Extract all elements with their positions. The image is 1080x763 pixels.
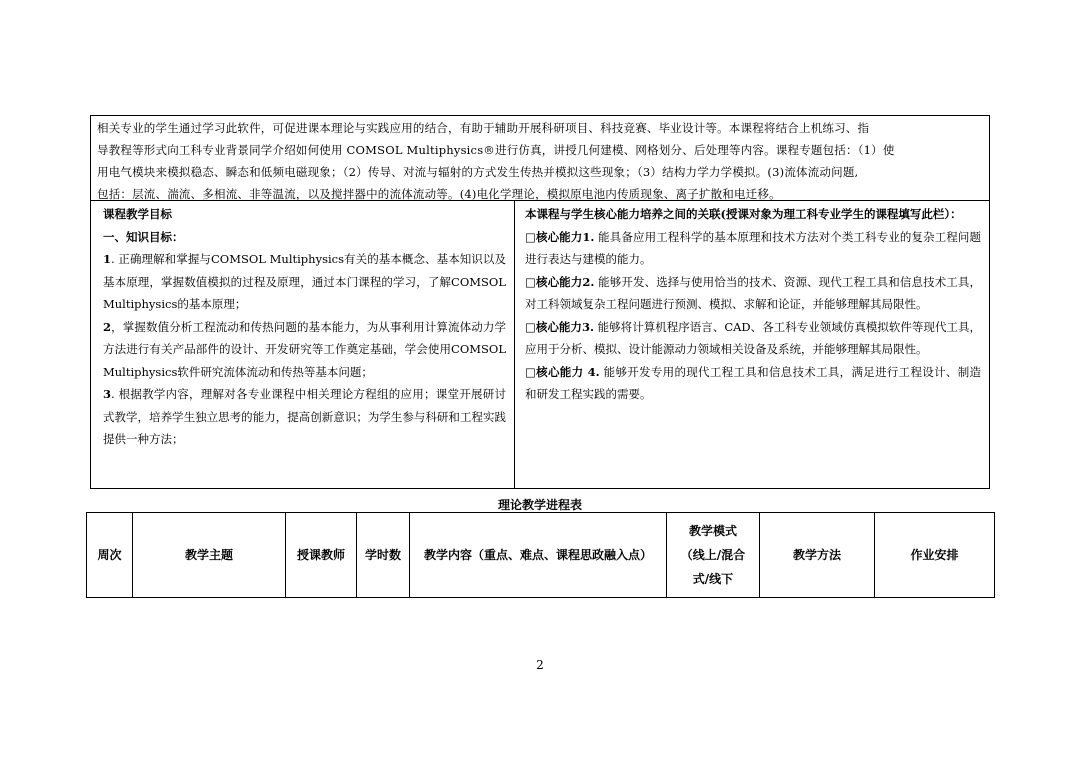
objectives-heading: 课程教学目标 xyxy=(103,207,172,221)
competencies-column xyxy=(515,201,989,488)
objective-item: 1. 正确理解和掌握与COMSOL Multiphysics有关的基本概念、基本知识以及基本原理，掌握数值模拟的过程及原理，通过本门课程的学习，了解COMSOL Multiphysics的基本原理； xyxy=(103,252,506,311)
knowledge-subheading: 一、知识目标： xyxy=(103,229,184,244)
intro-line: 用电气模块来模拟稳态、瞬态和低频电磁现象；（2）传导、对流与辐射的方式发生传热并模拟这些现象；（3）结构力学力学模拟。(3)流体流动问题, xyxy=(97,165,859,179)
page-number: 2 xyxy=(536,658,544,672)
competency-item: □核心能力1. 能具备应用工程科学的基本原理和技术方法对个类工科专业的复杂工程问题进行表达与建模的能力。 xyxy=(525,229,982,266)
header-method: 教学方法 xyxy=(760,513,875,598)
competencies-heading: 本课程与学生核心能力培养之间的关联(授课对象为理工科专业学生的课程填写此栏）： xyxy=(525,207,962,221)
objective-item: 3. 根据教学内容，理解对各专业课程中相关理论方程组的应用；课堂开展研讨式教学，培养学生独立思考的能力，提高创新意识；为学生参与科研和工程实践提供一种方法； xyxy=(103,387,506,446)
header-week: 周次 xyxy=(87,513,133,598)
competency-item: □核心能力 4. 能够开发专用的现代工程工具和信息技术工具，满足进行工程设计、制造和研发工程实践的需要。 xyxy=(525,364,981,401)
header-teacher: 授课教师 xyxy=(286,513,357,598)
competency-item: □核心能力3. 能够将计算机程序语言、CAD、各工科专业领域仿真模拟软件等现代工具，应用于分析、模拟、设计能源动力领域相关设备及系统，并能够理解其局限性。 xyxy=(525,319,981,356)
header-topic: 教学主题 xyxy=(133,513,286,598)
header-mode: 教学模式 （线上/混合 式/线下 xyxy=(667,513,760,598)
header-content: 教学内容（重点、难点、课程思政融入点） xyxy=(410,513,667,598)
course-intro xyxy=(90,115,990,207)
table-header-row xyxy=(87,513,995,598)
intro-line: 导教程等形式向工科专业背景同学介绍如何使用 COMSOL Multiphysics®进行仿真，讲授几何建模、网格划分、后处理等内容。课程专题包括：（1）使 xyxy=(97,143,895,157)
intro-line: 相关专业的学生通过学习此软件，可促进课本理论与实践应用的结合，有助于辅助开展科研项目、科技竞赛、毕业设计等。本课程将结合上机练习、指 xyxy=(97,121,870,135)
intro-line: 包括：层流、湍流、多相流、非等温流，以及搅拌器中的流体流动等。(4)电化学理论，模拟原电池内传质现象、离子扩散和电迁移。 xyxy=(97,187,781,201)
schedule-title: 理论教学进程表 xyxy=(497,498,582,512)
objectives-table xyxy=(90,200,990,489)
header-homework: 作业安排 xyxy=(875,513,995,598)
objective-item: 2，掌握数值分析工程流动和传热问题的基本能力，为从事利用计算流体动力学方法进行有关产品部件的设计、开发研究等工作奠定基础，学会使用COMSOL Multiphysics软件研究流体流动和传热等基本问题； xyxy=(103,319,506,379)
objectives-column xyxy=(91,201,515,488)
header-hours: 学时数 xyxy=(357,513,410,598)
competency-item: □核心能力2. 能够开发、选择与使用恰当的技术、资源、现代工程工具和信息技术工具，对工科领域复杂工程问题进行预测、模拟、求解和论证，并能够理解其局限性。 xyxy=(525,274,982,311)
schedule-table xyxy=(86,512,995,598)
